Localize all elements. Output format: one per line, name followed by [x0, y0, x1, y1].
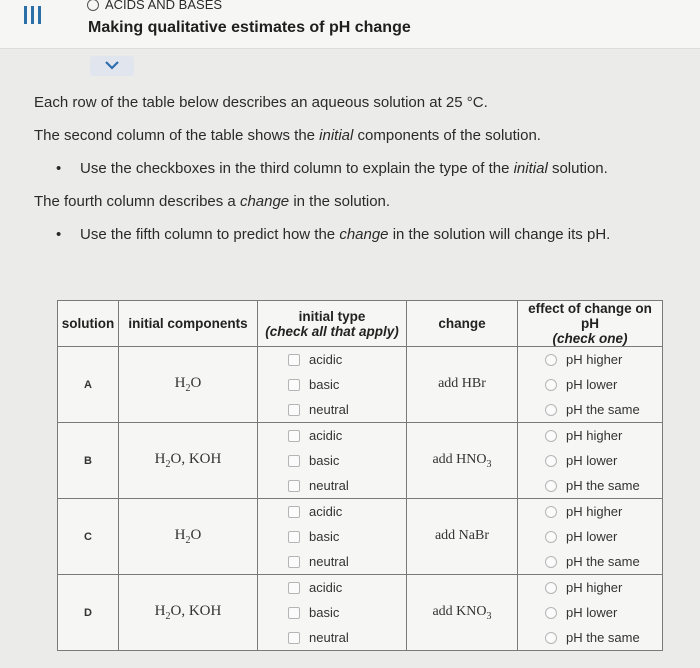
effect-option[interactable] — [518, 397, 662, 422]
option-label: basic — [309, 529, 340, 544]
effect-option[interactable] — [518, 600, 662, 625]
table-row — [58, 575, 663, 651]
menu-icon[interactable] — [24, 6, 42, 24]
solution-label: D — [58, 575, 119, 651]
type-option-acidic[interactable] — [258, 499, 406, 524]
initial-type-options — [258, 499, 407, 575]
effect-option[interactable] — [518, 499, 662, 524]
option-label: pH higher — [566, 428, 623, 443]
effect-option[interactable] — [518, 549, 662, 574]
type-option-neutral[interactable] — [258, 473, 406, 498]
option-label: pH the same — [566, 402, 640, 417]
radio-button[interactable] — [545, 556, 557, 568]
table-row — [58, 347, 663, 423]
checkbox[interactable] — [288, 556, 300, 568]
option-label: neutral — [309, 478, 349, 493]
effect-option[interactable] — [518, 524, 662, 549]
type-option-neutral[interactable] — [258, 625, 406, 650]
option-label: pH the same — [566, 478, 640, 493]
solution-label: A — [58, 347, 119, 423]
radio-button[interactable] — [545, 480, 557, 492]
chevron-down-icon — [104, 59, 120, 71]
effect-options — [518, 575, 663, 651]
radio-button[interactable] — [545, 430, 557, 442]
instruction-line-2: The second column of the table shows the initial components of the solution. — [34, 127, 541, 144]
change-description: add HBr — [407, 347, 518, 423]
effect-options — [518, 499, 663, 575]
option-label: neutral — [309, 402, 349, 417]
option-label: pH the same — [566, 554, 640, 569]
solutions-table — [57, 300, 663, 651]
checkbox[interactable] — [288, 480, 300, 492]
initial-components: $H_2O$ — [119, 347, 258, 423]
change-description: add $HNO_3$ — [407, 423, 518, 499]
option-label: acidic — [309, 580, 343, 595]
header-change: change — [407, 301, 518, 347]
option-label: neutral — [309, 554, 349, 569]
header-solution: solution — [58, 301, 119, 347]
effect-option[interactable] — [518, 372, 662, 397]
initial-components: $H_2O$, KOH — [119, 575, 258, 651]
option-label: basic — [309, 377, 340, 392]
radio-button[interactable] — [545, 582, 557, 594]
effect-options — [518, 347, 663, 423]
checkbox[interactable] — [288, 531, 300, 543]
type-option-basic[interactable] — [258, 600, 406, 625]
solution-label: B — [58, 423, 119, 499]
option-label: acidic — [309, 504, 343, 519]
checkbox[interactable] — [288, 404, 300, 416]
type-option-acidic[interactable] — [258, 575, 406, 600]
checkbox[interactable] — [288, 430, 300, 442]
option-label: pH the same — [566, 630, 640, 645]
instruction-bullet-2: • Use the fifth column to predict how the change in the solution will change its pH. — [56, 226, 611, 243]
type-option-acidic[interactable] — [258, 347, 406, 372]
radio-button[interactable] — [545, 632, 557, 644]
initial-components: $H_2O$, KOH — [119, 423, 258, 499]
instruction-line-3: The fourth column describes a change in the solution. — [34, 193, 391, 210]
table-row — [58, 499, 663, 575]
radio-button[interactable] — [545, 379, 557, 391]
instructions — [34, 86, 684, 251]
table-row — [58, 423, 663, 499]
solution-label: C — [58, 499, 119, 575]
effect-option[interactable] — [518, 625, 662, 650]
topic-label: ACIDS AND BASES — [87, 0, 222, 12]
radio-button[interactable] — [545, 531, 557, 543]
effect-options — [518, 423, 663, 499]
page-title: Making qualitative estimates of pH change — [88, 19, 411, 36]
checkbox[interactable] — [288, 379, 300, 391]
option-label: acidic — [309, 428, 343, 443]
initial-components: $H_2O$ — [119, 499, 258, 575]
option-label: pH higher — [566, 352, 623, 367]
radio-button[interactable] — [545, 404, 557, 416]
radio-button[interactable] — [545, 506, 557, 518]
initial-type-options — [258, 423, 407, 499]
instruction-bullet-1: • Use the checkboxes in the third column to explain the type of the initial solution. — [56, 160, 608, 177]
checkbox[interactable] — [288, 455, 300, 467]
change-description: add NaBr — [407, 499, 518, 575]
effect-option[interactable] — [518, 473, 662, 498]
type-option-neutral[interactable] — [258, 397, 406, 422]
effect-option[interactable] — [518, 448, 662, 473]
header-bar — [0, 0, 700, 49]
initial-type-options — [258, 575, 407, 651]
option-label: basic — [309, 453, 340, 468]
option-label: acidic — [309, 352, 343, 367]
option-label: neutral — [309, 630, 349, 645]
effect-option[interactable] — [518, 575, 662, 600]
checkbox[interactable] — [288, 607, 300, 619]
header-initial-type: initial type (check all that apply) — [258, 301, 407, 347]
header-effect: effect of change on pH (check one) — [518, 301, 663, 347]
option-label: basic — [309, 605, 340, 620]
option-label: pH higher — [566, 504, 623, 519]
radio-button[interactable] — [545, 455, 557, 467]
effect-option[interactable] — [518, 347, 662, 372]
checkbox[interactable] — [288, 582, 300, 594]
topic-circle-icon — [87, 0, 99, 11]
instruction-line-1: Each row of the table below describes an aqueous solution at 25 °C. — [34, 94, 488, 111]
effect-option[interactable] — [518, 423, 662, 448]
checkbox[interactable] — [288, 632, 300, 644]
option-label: pH higher — [566, 580, 623, 595]
option-label: pH lower — [566, 605, 618, 620]
type-option-neutral[interactable] — [258, 549, 406, 574]
checkbox[interactable] — [288, 506, 300, 518]
type-option-acidic[interactable] — [258, 423, 406, 448]
initial-type-options — [258, 347, 407, 423]
radio-button[interactable] — [545, 354, 557, 366]
type-option-basic[interactable] — [258, 372, 406, 397]
radio-button[interactable] — [545, 607, 557, 619]
expand-button[interactable] — [90, 56, 134, 76]
type-option-basic[interactable] — [258, 448, 406, 473]
checkbox[interactable] — [288, 354, 300, 366]
option-label: pH lower — [566, 453, 618, 468]
change-description: add $KNO_3$ — [407, 575, 518, 651]
header-components: initial components — [119, 301, 258, 347]
option-label: pH lower — [566, 377, 618, 392]
option-label: pH lower — [566, 529, 618, 544]
type-option-basic[interactable] — [258, 524, 406, 549]
